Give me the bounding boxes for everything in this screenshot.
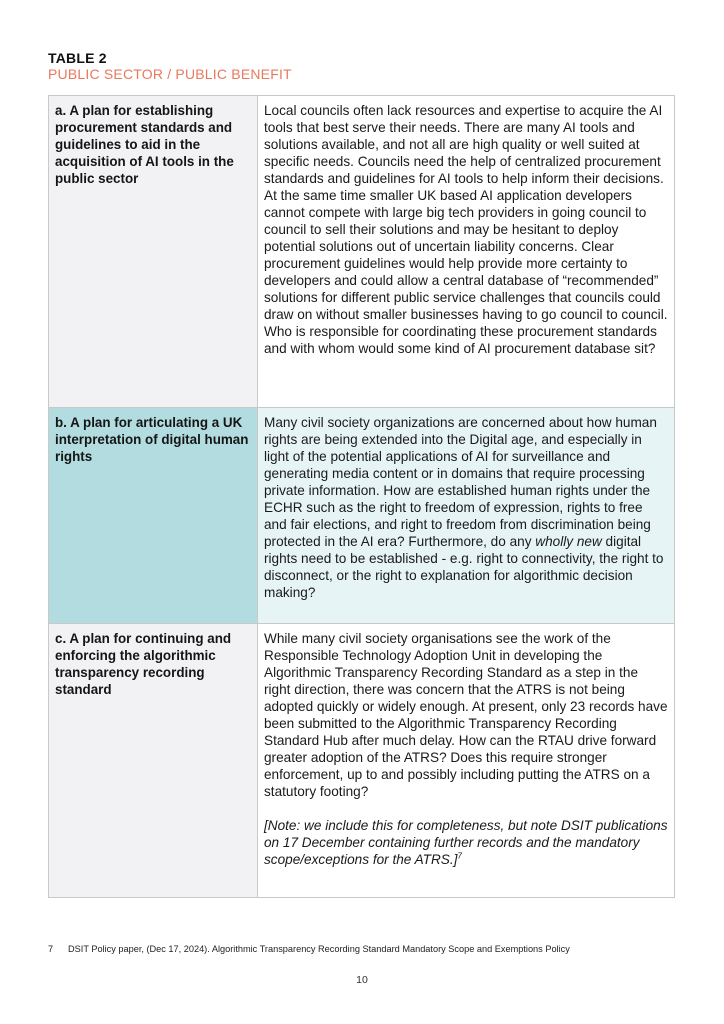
row-title-digital-rights: b. A plan for articulating a UK interpretation of digital human rights: [49, 408, 258, 623]
atrs-body-text: While many civil society organisations see the work of the Responsible Technology Adoption Unit in developing the Algorithmic Transparency Recording Standard as a step in the right direction, there was concern that the ATRS is not being adopted quickly or widely enough. At present, only 23 records have been submitted to the Algorithmic Transparency Recording Standard Hub after much delay. How can the RTAU drive forward greater adoption of the ATRS? Does this require stronger enforcement, up to and possibly including putting the ATRS on a statutory footing?: [264, 631, 668, 799]
note-text: [Note: we include this for completeness, but note DSIT publications on 17 December containing further records and the mandatory scope/exceptions for the ATRS.]: [264, 818, 668, 867]
row-body-atrs: [258, 624, 674, 897]
table-heading: [48, 50, 676, 83]
body-text-part: Many civil society organizations are concerned about how human rights are being extended into the Digital age, and especially in light of the potential applications of AI for surveillance and generating media content or in domains that require processing private information. How are established human rights under the ECHR such as the right to freedom of expression, rights to free and fair elections, and right to freedom from discrimination being protected in the AI era? Furthermore, do any: [264, 415, 657, 549]
row-title-procurement: a. A plan for establishing procurement standards and guidelines to aid in the acquisition of AI tools in the public sector: [49, 96, 258, 407]
row-title-atrs: c. A plan for continuing and enforcing the algorithmic transparency recording standard: [49, 624, 258, 897]
body-text-part: digital rights need to be established - e.g. right to connectivity, the right to disconnect, or the right to explanation for algorithmic decision making?: [264, 534, 664, 600]
row-body-digital-rights: [258, 408, 674, 623]
table-label: TABLE 2: [48, 50, 107, 66]
atrs-note: [264, 817, 668, 868]
policy-table: [48, 95, 675, 898]
table-subtitle: PUBLIC SECTOR / PUBLIC BENEFIT: [48, 66, 292, 82]
page-number: 10: [356, 974, 368, 986]
table-row: [49, 96, 674, 407]
row-body-procurement: Local councils often lack resources and expertise to acquire the AI tools that best serve their needs. There are many AI tools and solutions available, and not all are high quality or well suited at specific needs. Councils need the help of centralized procurement standards and guidelines for AI tools to help inform their decisions. At the same time smaller UK based AI application developers cannot compete with large big tech providers in going council to council to sell their solutions and may be hesitant to deploy potential solutions out of uncertain liability concerns. Clear procurement guidelines would help provide more certainty to developers and could allow a central database of “recommended” solutions for different public service challenges that councils could draw on without smaller businesses having to go council to council. Who is responsible for coordinating these procurement standards and with whom would some kind of AI procurement database sit?: [258, 96, 674, 407]
footnote-text: DSIT Policy paper, (Dec 17, 2024). Algorithmic Transparency Recording Standard Mandatory Scope and Exemptions Policy: [68, 944, 570, 954]
footnote: [48, 943, 688, 955]
body-emphasis: wholly new: [535, 534, 602, 549]
footnote-ref[interactable]: 7: [457, 851, 462, 861]
footnote-number: 7: [48, 944, 54, 954]
table-row: [49, 407, 674, 623]
table-row: [49, 623, 674, 897]
